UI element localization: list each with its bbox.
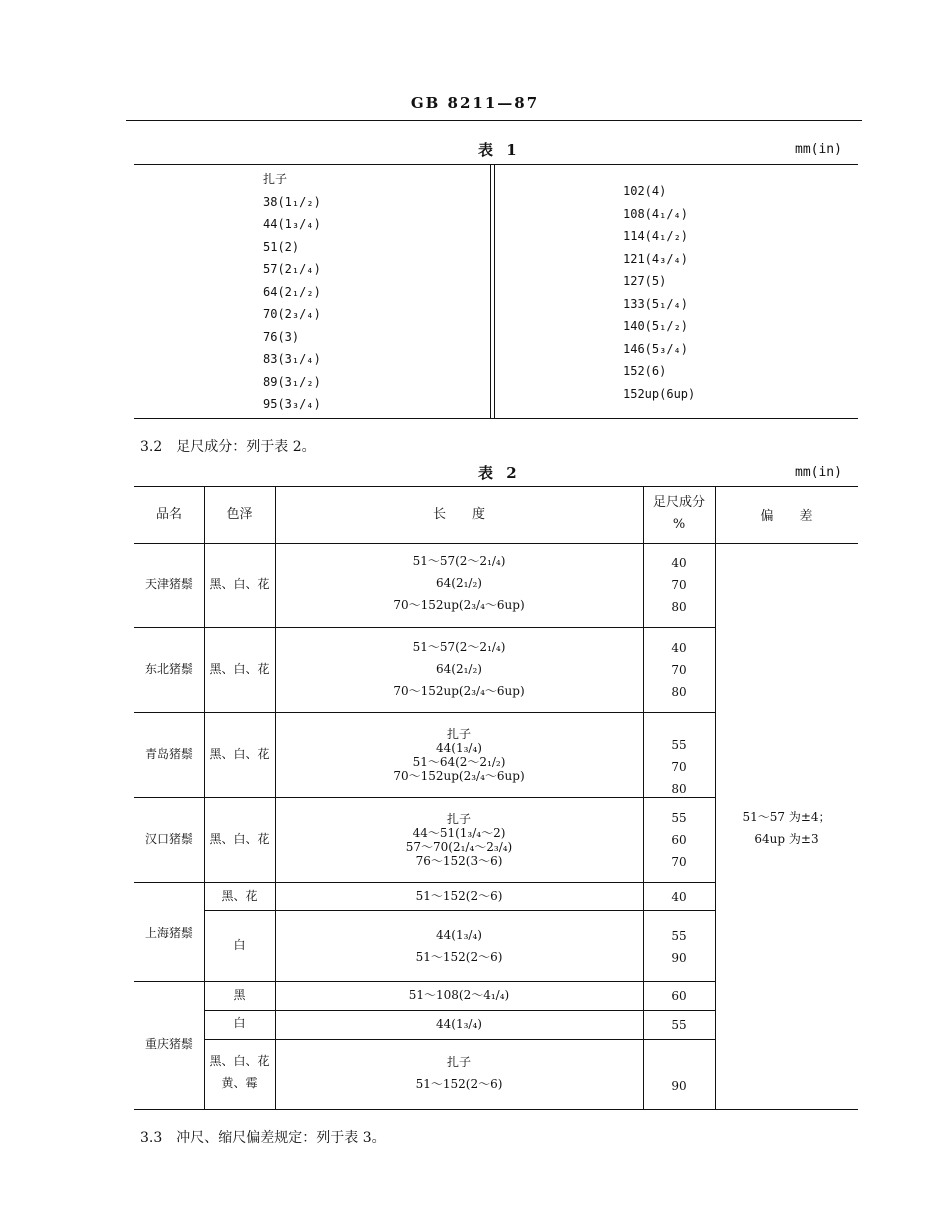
row-color bbox=[204, 1050, 275, 1094]
row-name: 东北猪鬃 bbox=[144, 662, 193, 676]
length-value: 扎子 bbox=[446, 1055, 471, 1069]
col-divider bbox=[715, 487, 716, 1109]
row-name: 青岛猪鬃 bbox=[144, 747, 193, 761]
row-divider bbox=[134, 797, 715, 798]
pct-value: 90 bbox=[671, 1079, 687, 1093]
list-item: 扎子 bbox=[263, 172, 288, 186]
length-value: 51～57(2～2₁/₄) bbox=[412, 640, 506, 654]
pct-value: 80 bbox=[671, 600, 687, 614]
tolerance-value: 64up 为±3 bbox=[754, 832, 819, 846]
row-pcts bbox=[643, 886, 715, 908]
length-value: 64(2₁/₂) bbox=[436, 576, 482, 590]
row-lengths bbox=[275, 1013, 643, 1035]
pct-value: 80 bbox=[671, 685, 687, 699]
pct-value: 70 bbox=[671, 855, 687, 869]
row-lengths bbox=[275, 727, 643, 783]
list-item: 133(5₁/₄) bbox=[623, 296, 689, 311]
header-pct bbox=[643, 492, 715, 536]
row-divider bbox=[204, 1039, 715, 1040]
row-lengths bbox=[275, 885, 643, 907]
length-value: 57～70(2₁/₄～2₃/₄) bbox=[405, 840, 513, 854]
row-lengths bbox=[275, 924, 643, 968]
row-lengths bbox=[275, 636, 643, 702]
pct-value: 70 bbox=[671, 578, 687, 592]
row-name: 重庆猪鬃 bbox=[144, 1037, 193, 1051]
row-divider bbox=[134, 712, 715, 713]
header-length: 长 度 bbox=[432, 507, 485, 522]
row-lengths bbox=[275, 1051, 643, 1095]
row-name: 汉口猪鬃 bbox=[144, 832, 193, 846]
row-pcts bbox=[643, 637, 715, 703]
row-color: 白 bbox=[233, 938, 246, 952]
length-value: 70～152up(2₃/₄～6up) bbox=[393, 769, 525, 783]
row-color: 黑、白、花 bbox=[209, 662, 270, 676]
row-pcts bbox=[643, 1014, 715, 1036]
table2-title: 表 2 bbox=[478, 464, 521, 482]
table1-divider-b bbox=[494, 165, 495, 418]
length-value: 51～152(2～6) bbox=[415, 1077, 503, 1091]
length-value: 76～152(3～6) bbox=[415, 854, 503, 868]
table1-top-rule bbox=[134, 164, 858, 165]
list-item: 152(6) bbox=[623, 364, 667, 378]
length-value: 44(1₃/₄) bbox=[436, 1017, 482, 1031]
list-item: 76(3) bbox=[263, 329, 300, 344]
header-tolerance: 偏 差 bbox=[760, 509, 813, 524]
length-value: 44(1₃/₄) bbox=[436, 928, 482, 942]
length-value: 51～108(2～4₁/₄) bbox=[408, 988, 510, 1002]
header-pct-line2: % bbox=[672, 517, 686, 532]
pct-value: 55 bbox=[671, 1018, 687, 1032]
pct-value: 55 bbox=[671, 929, 687, 943]
list-item: 114(4₁/₂) bbox=[623, 229, 689, 243]
length-value: 64(2₁/₂) bbox=[436, 662, 482, 676]
row-pcts bbox=[643, 807, 715, 873]
color-value: 黑、白、花 bbox=[209, 1054, 270, 1068]
pct-value: 40 bbox=[671, 890, 687, 904]
table1-divider-a bbox=[490, 165, 491, 418]
row-lengths bbox=[275, 550, 643, 616]
row-pcts bbox=[643, 925, 715, 969]
length-value: 70～152up(2₃/₄～6up) bbox=[393, 684, 525, 698]
row-lengths bbox=[275, 984, 643, 1006]
color-value: 黄、霉 bbox=[221, 1076, 258, 1090]
list-item: 57(2₁/₄) bbox=[263, 262, 321, 276]
header-name: 品名 bbox=[155, 507, 182, 522]
row-name: 上海猪鬃 bbox=[144, 926, 193, 940]
pct-value: 60 bbox=[671, 989, 687, 1003]
row-color: 黑、白、花 bbox=[209, 747, 270, 761]
row-color: 黑 bbox=[233, 988, 246, 1002]
row-color: 黑、白、花 bbox=[209, 832, 270, 846]
list-item: 38(1₁/₂) bbox=[263, 194, 321, 209]
pct-value: 55 bbox=[671, 738, 687, 752]
list-item: 51(2) bbox=[263, 239, 300, 254]
list-item: 146(5₃/₄) bbox=[623, 341, 689, 356]
length-value: 51～152(2～6) bbox=[415, 950, 503, 964]
table2-header-rule bbox=[134, 543, 858, 544]
section-3-3: 3.3 冲尺、缩尺偏差规定：列于表 3。 bbox=[140, 1130, 386, 1146]
list-item: 64(2₁/₂) bbox=[263, 284, 321, 299]
table1-right-column bbox=[623, 180, 695, 405]
length-value: 44～51(1₃/₄～2) bbox=[412, 826, 506, 840]
row-divider bbox=[134, 627, 715, 628]
pct-value: 40 bbox=[671, 556, 687, 570]
list-item: 70(2₃/₄) bbox=[263, 307, 321, 321]
pct-value: 70 bbox=[671, 760, 687, 774]
list-item: 108(4₁/₄) bbox=[623, 206, 689, 221]
row-pcts bbox=[643, 552, 715, 618]
list-item: 140(5₁/₂) bbox=[623, 319, 689, 333]
list-item: 102(4) bbox=[623, 184, 667, 198]
row-color: 黑、白、花 bbox=[209, 577, 270, 591]
section-3-2: 3.2 足尺成分：列于表 2。 bbox=[140, 439, 316, 455]
length-value: 扎子 bbox=[446, 812, 471, 826]
length-value: 51～152(2～6) bbox=[415, 889, 503, 903]
pct-value: 60 bbox=[671, 833, 687, 847]
length-value: 70～152up(2₃/₄～6up) bbox=[393, 598, 525, 612]
table2-top-rule bbox=[134, 486, 858, 487]
table2-unit: mm(in) bbox=[795, 465, 842, 480]
pct-value: 70 bbox=[671, 663, 687, 677]
row-pcts bbox=[643, 1075, 715, 1097]
row-pcts bbox=[643, 985, 715, 1007]
table1-title: 表 1 bbox=[478, 141, 521, 159]
length-value: 44(1₃/₄) bbox=[436, 741, 482, 755]
row-name: 天津猪鬃 bbox=[144, 577, 193, 591]
list-item: 127(5) bbox=[623, 274, 667, 288]
header-rule bbox=[126, 120, 862, 121]
list-item: 89(3₁/₂) bbox=[263, 374, 321, 389]
row-pcts bbox=[643, 734, 715, 800]
pct-value: 40 bbox=[671, 641, 687, 655]
table2-bottom-rule bbox=[134, 1109, 858, 1110]
length-value: 扎子 bbox=[446, 727, 471, 741]
row-lengths bbox=[275, 812, 643, 868]
row-color: 白 bbox=[233, 1016, 246, 1030]
row-divider bbox=[134, 882, 715, 883]
list-item: 152up(6up) bbox=[623, 386, 696, 401]
document-header: GB 8211—87 bbox=[410, 94, 540, 112]
list-item: 83(3₁/₄) bbox=[263, 352, 321, 366]
tolerance-cell bbox=[715, 806, 858, 850]
pct-value: 55 bbox=[671, 811, 687, 825]
list-item: 95(3₃/₄) bbox=[263, 397, 321, 411]
table1-unit: mm(in) bbox=[795, 142, 842, 157]
row-divider bbox=[134, 981, 715, 982]
row-divider bbox=[204, 1010, 715, 1011]
table1-bottom-rule bbox=[134, 418, 858, 419]
header-pct-line1: 足尺成分 bbox=[652, 495, 705, 510]
list-item: 121(4₃/₄) bbox=[623, 251, 689, 266]
pct-value: 90 bbox=[671, 951, 687, 965]
table1-left-column bbox=[263, 168, 321, 416]
length-value: 51～64(2～2₁/₂) bbox=[412, 755, 506, 769]
row-color: 黑、花 bbox=[221, 889, 258, 903]
list-item: 44(1₃/₄) bbox=[263, 217, 321, 231]
pct-value: 80 bbox=[671, 782, 687, 796]
tolerance-value: 51～57 为±4； bbox=[742, 810, 831, 824]
row-divider bbox=[204, 910, 715, 911]
length-value: 51～57(2～2₁/₄) bbox=[412, 554, 506, 568]
header-color: 色泽 bbox=[226, 507, 253, 522]
